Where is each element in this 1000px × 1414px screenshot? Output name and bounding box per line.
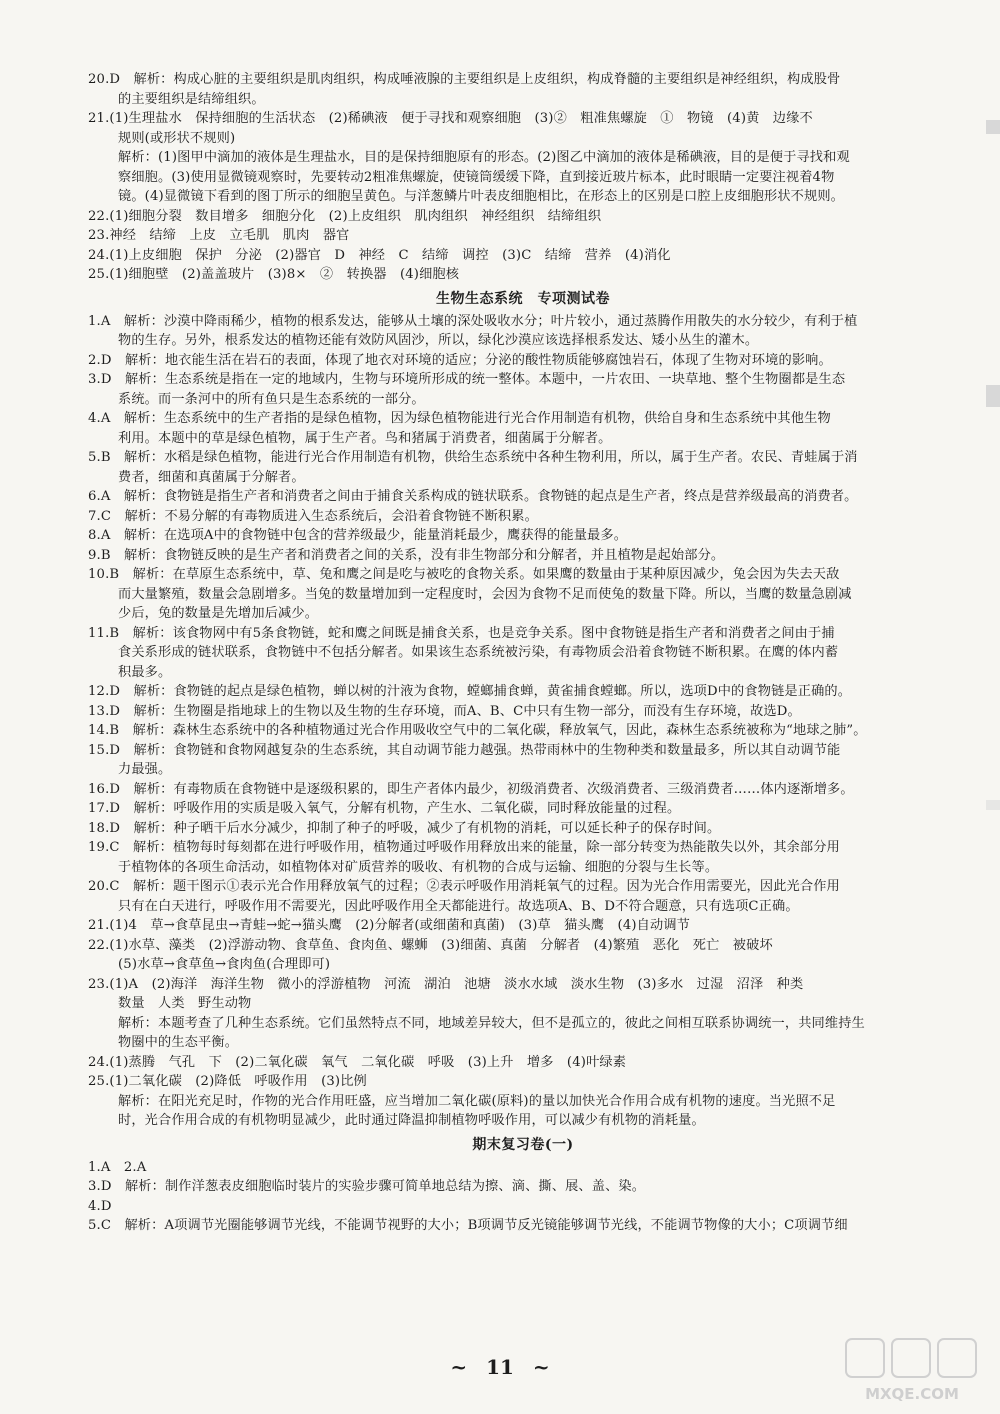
answer-line: 20.C 解析：题干图示①表示光合作用释放氧气的过程；②表示呼吸作用消耗氧气的过程。因为光合作用需要光，因此光合作用 bbox=[88, 879, 840, 894]
section-title: 生物生态系统 专项测试卷 bbox=[436, 290, 610, 307]
answer-line: 19.C 解析：植物每时每刻都在进行呼吸作用，植物通过呼吸作用释放出来的能量，除一部分转变为热能散失以外，其余部分用 bbox=[88, 840, 840, 855]
answer-line: 5.C 解析：A项调节光圈能够调节光线，不能调节视野的大小；B项调节反光镜能够调节光线，不能调节物像的大小；C项调节细 bbox=[88, 1218, 848, 1233]
answer-line: 21.(1)4 草→食草昆虫→青蛙→蛇→猫头鹰 (2)分解者(或细菌和真菌) (3)草 猫头鹰 (4)自动调节 bbox=[88, 918, 691, 933]
answer-line: 21.(1)生理盐水 保持细胞的生活状态 (2)稀碘液 便于寻找和观察细胞 (3)② 粗准焦螺旋 ① 物镜 (4)黄 边缘不 bbox=[88, 111, 813, 126]
answer-line: 的主要组织是结缔组织。 bbox=[118, 91, 265, 107]
answer-line: 费者，细菌和真菌属于分解者。 bbox=[118, 469, 305, 485]
answer-line: 23.(1)A (2)海洋 海洋生物 微小的浮游植物 河流 湖泊 池塘 淡水水域 淡水生物 (3)多水 过湿 沼泽 种类 bbox=[88, 976, 804, 992]
answer-line: 镜。(4)显微镜下看到的图丁所示的细胞呈黄色。与洋葱鳞片叶表皮细胞相比，在形态上的区别是口腔上皮细胞形状不规则。 bbox=[118, 189, 845, 204]
answer-line: 23.神经 结缔 上皮 立毛肌 肌肉 器官 bbox=[88, 228, 350, 243]
answer-line: 4.A 解析：生态系统中的生产者指的是绿色植物，因为绿色植物能进行光合作用制造有机物，供给自身和生态系统中其他生物 bbox=[88, 411, 831, 426]
answer-line: 18.D 解析：种子晒干后水分减少，抑制了种子的呼吸，减少了有机物的消耗，可以延长种子的保存时间。 bbox=[88, 820, 721, 836]
answer-line: 1.A 解析：沙漠中降雨稀少，植物的根系发达，能够从土壤的深处吸收水分；叶片较小，通过蒸腾作用散失的水分较少，有利于植 bbox=[88, 313, 858, 329]
page-number-value: 11 bbox=[486, 1355, 514, 1379]
answer-line: 16.D 解析：有毒物质在食物链中是逐级积累的，即生产者体内最少，初级消费者、次级消费者、三级消费者……体内逐渐增多。 bbox=[88, 781, 854, 797]
scan-edge-mark-3 bbox=[986, 800, 1000, 810]
answer-line: 9.B 解析：食物链反映的是生产者和消费者之间的关系，没有非生物部分和分解者，并且植物是起始部分。 bbox=[88, 547, 725, 563]
answer-line: 4.D bbox=[88, 1198, 112, 1214]
answer-line: 2.D 解析：地衣能生活在岩石的表面，体现了地衣对环境的适应；分泌的酸性物质能够腐蚀岩石，体现了生物对环境的影响。 bbox=[88, 352, 832, 368]
answer-line: 少后，兔的数量是先增加后减少。 bbox=[118, 606, 319, 621]
answer-line: 于植物体的各项生命活动，如植物体对矿质营养的吸收、有机物的合成与运输、细胞的分裂与生长等。 bbox=[118, 859, 719, 875]
answer-line: 3.D 解析：制作洋葱表皮细胞临时装片的实验步骤可简单地总结为擦、滴、撕、展、盖、染。 bbox=[88, 1179, 646, 1194]
answer-line: 解析：(1)图甲中滴加的液体是生理盐水，目的是保持细胞原有的形态。(2)图乙中滴加的液体是稀碘液，目的是便于寻找和观 bbox=[118, 150, 850, 165]
answer-line: 22.(1)水草、藻类 (2)浮游动物、食草鱼、食肉鱼、螺蛳 (3)细菌、真菌 分解者 (4)繁殖 恶化 死亡 被破坏 bbox=[88, 937, 773, 953]
answer-line: 25.(1)二氧化碳 (2)降低 呼吸作用 (3)比例 bbox=[88, 1074, 367, 1089]
answer-line: 规则(或形状不规则) bbox=[118, 130, 236, 146]
answer-line: 察细胞。(3)使用显微镜观察时，先要转动2粗准焦螺旋，使镜筒缓缓下降，直到接近玻片标本，此时眼睛一定要注视着4物 bbox=[118, 169, 835, 185]
answer-line: 1.A 2.A bbox=[88, 1159, 147, 1175]
answer-line: 时，光合作用合成的有机物明显减少，此时通过降温抑制植物呼吸作用，可以减少有机物的消耗量。 bbox=[118, 1113, 705, 1128]
answer-line: 7.C 解析：不易分解的有毒物质进入生态系统后，会沿着食物链不断积累。 bbox=[88, 508, 538, 524]
watermark-url: MXQE.COM bbox=[865, 1385, 959, 1403]
answer-line: 17.D 解析：呼吸作用的实质是吸入氧气，分解有机物，产生水、二氧化碳，同时释放能量的过程。 bbox=[88, 801, 681, 816]
section-title: 期末复习卷(一) bbox=[472, 1136, 574, 1153]
answer-line: 14.B 解析：森林生态系统中的各种植物通过光合作用吸收空气中的二氧化碳，释放氧气，因此，森林生态系统被称为“地球之肺”。 bbox=[88, 723, 867, 738]
page-content bbox=[88, 70, 958, 1236]
answer-line: 解析：在阳光充足时，作物的光合作用旺盛，应当增加二氧化碳(原料)的量以加快光合作用合成有机物的速度。当光照不足 bbox=[118, 1093, 836, 1109]
answer-line: 10.B 解析：在草原生态系统中，草、兔和鹰之间是吃与被吃的食物关系。如果鹰的数量由于某种原因减少，兔会因为失去天敌 bbox=[88, 567, 840, 582]
answer-line: 15.D 解析：食物链和食物网越复杂的生态系统，其自动调节能力越强。热带雨林中的生物种类和数量最多，所以其自动调节能 bbox=[88, 742, 841, 758]
page-number-dash-right: ~ bbox=[532, 1355, 550, 1379]
answer-line: 8.A 解析：在选项A中的食物链中包含的营养级最少，能量消耗最少，鹰获得的能量最多。 bbox=[88, 528, 628, 543]
answer-line: 6.A 解析：食物链是指生产者和消费者之间由于捕食关系构成的链状联系。食物链的起点是生产者，终点是营养级最高的消费者。 bbox=[88, 489, 858, 504]
watermark-logo bbox=[842, 1335, 982, 1405]
answer-line: 物圈中的生态平衡。 bbox=[118, 1035, 239, 1050]
answer-line: 5.B 解析：水稻是绿色植物，能进行光合作用制造有机物，供给生态系统中各种生物利用，所以，属于生产者。农民、青蛙属于消 bbox=[88, 450, 858, 465]
answer-line: 只有在白天进行，呼吸作用不需要光，因此呼吸作用全天都能进行。故选项A、B、D不符合题意，只有选项C正确。 bbox=[118, 898, 799, 914]
answer-line: 力最强。 bbox=[118, 762, 172, 777]
page-number-dash-left: ~ bbox=[450, 1355, 468, 1379]
answer-line: 解析：本题考查了几种生态系统。它们虽然特点不同，地域差异较大，但不是孤立的，彼此之间相互联系协调统一，共同维持生 bbox=[118, 1015, 865, 1031]
scan-edge-mark-2 bbox=[986, 385, 1000, 407]
answer-line: 24.(1)蒸腾 气孔 下 (2)二氧化碳 氧气 二氧化碳 呼吸 (3)上升 增多 (4)叶绿素 bbox=[88, 1054, 627, 1070]
answer-line: 13.D 解析：生物圈是指地球上的生物以及生物的生存环境，而A、B、C中只有生物一部分，而没有生存环境，故选D。 bbox=[88, 703, 801, 719]
answer-line: 25.(1)细胞壁 (2)盖盖玻片 (3)8× ② 转换器 (4)细胞核 bbox=[88, 267, 460, 282]
answer-line: 11.B 解析：该食物网中有5条食物链，蛇和鹰之间既是捕食关系，也是竞争关系。图中食物链是指生产者和消费者之间由于捕 bbox=[88, 625, 835, 641]
answer-line: 而大量繁殖，数量会急剧增多。当兔的数量增加到一定程度时，会因为食物不足而使兔的数量下降。所以，当鹰的数量急剧减 bbox=[118, 586, 852, 602]
answer-line: 24.(1)上皮细胞 保护 分泌 (2)器官 D 神经 C 结缔 调控 (3)C 结缔 营养 (4)消化 bbox=[88, 247, 671, 263]
answer-line: (5)水草→食草鱼→食肉鱼(合理即可) bbox=[118, 957, 331, 972]
answer-line: 22.(1)细胞分裂 数目增多 细胞分化 (2)上皮组织 肌肉组织 神经组织 结缔组织 bbox=[88, 208, 602, 224]
answer-line: 积最多。 bbox=[118, 664, 172, 680]
answer-line: 12.D 解析：食物链的起点是绿色植物，蝉以树的汁液为食物，螳螂捕食蝉，黄雀捕食螳螂。所以，选项D中的食物链是正确的。 bbox=[88, 684, 852, 699]
answer-line: 3.D 解析：生态系统是指在一定的地域内，生物与环境所形成的统一整体。本题中，一片农田、一块草地、整个生物圈都是生态 bbox=[88, 372, 846, 387]
scan-edge-mark-1 bbox=[986, 120, 1000, 134]
answer-line: 系统。而一条河中的所有鱼只是生态系统的一部分。 bbox=[118, 391, 425, 407]
answer-line: 数量 人类 野生动物 bbox=[118, 996, 252, 1011]
answer-line: 利用。本题中的草是绿色植物，属于生产者。鸟和猪属于消费者，细菌属于分解者。 bbox=[118, 430, 612, 446]
answer-line: 食关系形成的链状联系，食物链中不包括分解者。如果该生态系统被污染，有毒物质会沿着食物链不断积累。在鹰的体内蓄 bbox=[118, 645, 839, 660]
answer-line: 物的生存。另外，根系发达的植物还能有效防风固沙，所以，绿化沙漠应该选择根系发达、矮小丛生的灌木。 bbox=[118, 333, 759, 348]
answer-line: 20.D 解析：构成心脏的主要组织是肌肉组织，构成唾液腺的主要组织是上皮组织，构成脊髓的主要组织是神经组织，构成股骨 bbox=[88, 72, 841, 87]
